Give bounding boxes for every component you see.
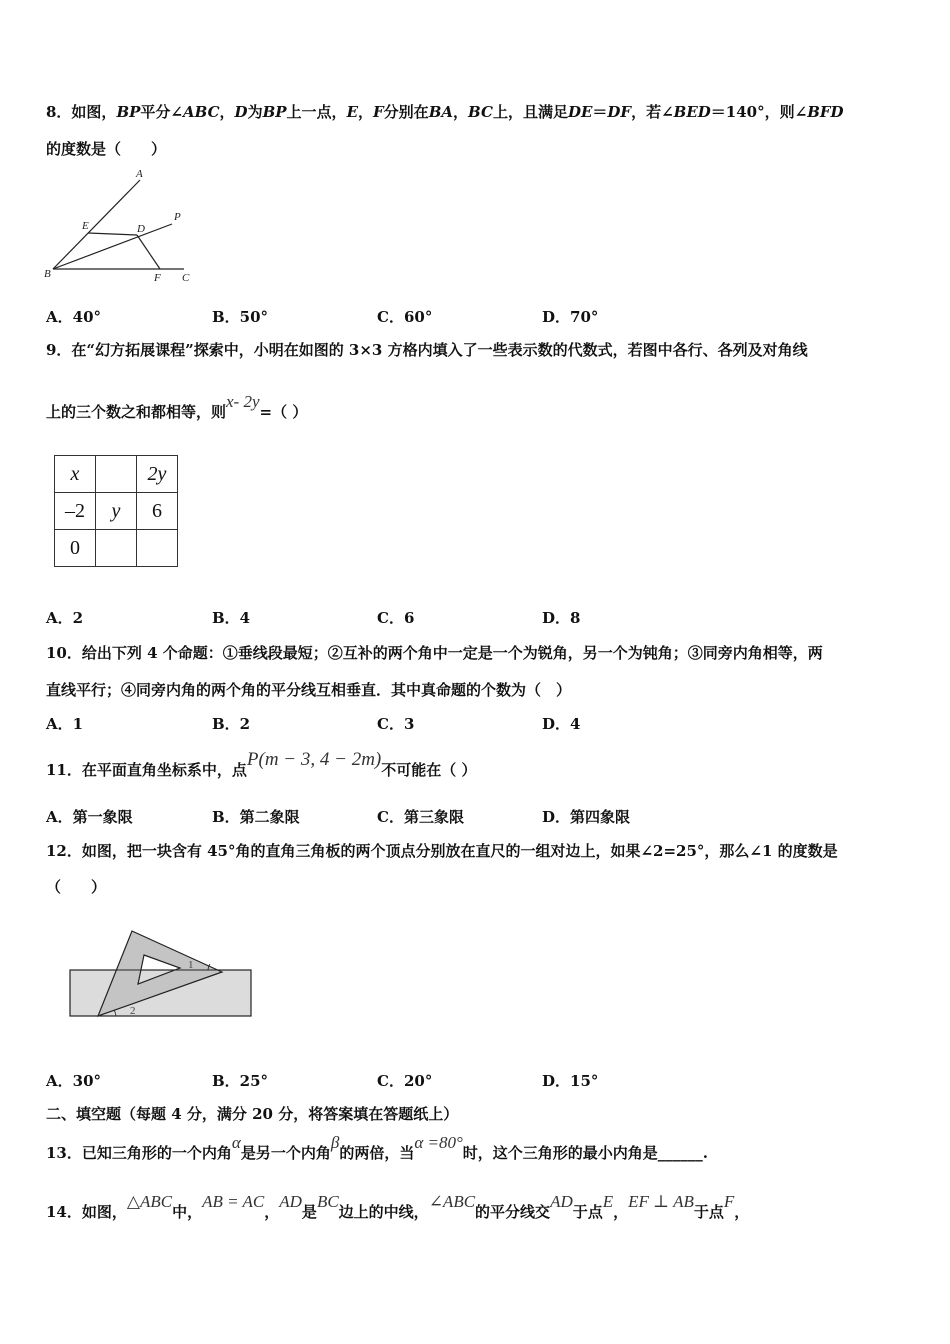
q12-angle-2-label: 2 xyxy=(130,1005,136,1017)
q8-option-c: C．60° xyxy=(377,308,433,326)
q13-line: 13．已知三角形的一个内角α是另一个内角β的两倍，当α =80°时，这个三角形的最小内角是______. xyxy=(46,1133,709,1162)
q8-label-c: C xyxy=(182,272,190,284)
section-heading-fill-in: 二、填空题（每题 4 分，满分 20 分，将答案填在答题纸上） xyxy=(46,1105,459,1123)
q8-option-d: D．70° xyxy=(542,308,599,326)
q8-option-b: B．50° xyxy=(212,308,269,326)
grid-cell: –2 xyxy=(55,493,96,530)
q11-line: 11．在平面直角坐标系中，点P(m − 3, 4 − 2m)不可能在（ ） xyxy=(46,749,477,779)
grid-cell: 2y xyxy=(137,456,178,493)
grid-row xyxy=(55,493,178,530)
q9-option-d: D．8 xyxy=(542,609,581,627)
q10-option-c: C．3 xyxy=(377,715,415,733)
q12-option-b: B．25° xyxy=(212,1072,269,1090)
grid-row xyxy=(55,456,178,493)
q10-option-d: D．4 xyxy=(542,715,581,733)
q9-option-c: C．6 xyxy=(377,609,415,627)
grid-cell: y xyxy=(96,493,137,530)
q10-option-b: B．2 xyxy=(212,715,251,733)
q8-label-e: E xyxy=(82,220,89,232)
q8-option-a: A．40° xyxy=(46,308,102,326)
q11-point: P(m − 3, 4 − 2m) xyxy=(246,749,382,770)
q13-answer-blank[interactable]: ______ xyxy=(657,1144,703,1162)
q9-expression: x- 2y xyxy=(226,392,260,411)
q11-option-a: A．第一象限 xyxy=(46,808,133,826)
grid-cell xyxy=(96,456,137,493)
q12-option-a: A．30° xyxy=(46,1072,102,1090)
q12-option-d: D．15° xyxy=(542,1072,599,1090)
q11-option-c: C．第三象限 xyxy=(377,808,464,826)
q10-line1: 10．给出下列 4 个命题：①垂线段最短；②互补的两个角中一定是一个为锐角，另一个为钝角；③同旁内角相等，两 xyxy=(46,644,823,662)
grid-cell: x xyxy=(55,456,96,493)
magic-square-grid xyxy=(54,455,178,567)
q9-option-b: B．4 xyxy=(212,609,251,627)
grid-row xyxy=(55,530,178,567)
q9-line2: 上的三个数之和都相等，则x- 2y=（ ） xyxy=(46,392,308,421)
q10-line2: 直线平行；④同旁内角的两个角的平分线互相垂直．其中真命题的个数为（ ） xyxy=(46,681,572,699)
grid-cell xyxy=(96,530,137,567)
q8-label-p: P xyxy=(174,211,181,223)
q9-option-a: A．2 xyxy=(46,609,84,627)
q11-option-d: D．第四象限 xyxy=(542,808,631,826)
q8-label-d: D xyxy=(137,223,145,235)
q8-figure xyxy=(40,168,210,290)
q8-label-f: F xyxy=(154,272,161,284)
grid-cell: 0 xyxy=(55,530,96,567)
q12-angle-1-label: 1 xyxy=(188,959,194,971)
q8-label-a: A xyxy=(136,168,143,180)
q11-option-b: B．第二象限 xyxy=(212,808,300,826)
q14-line: 14．如图，△ABC中，AB = AC，AD是BC边上的中线，∠ABC的平分线交AD于点E，EF ⊥ AB于点F， xyxy=(46,1192,750,1221)
q12-option-c: C．20° xyxy=(377,1072,433,1090)
q8-line2: 的度数是（ ） xyxy=(46,140,167,158)
q12-line2: （ ） xyxy=(46,878,107,896)
grid-cell xyxy=(137,530,178,567)
q10-option-a: A．1 xyxy=(46,715,84,733)
q12-figure xyxy=(68,928,254,1020)
grid-cell: 6 xyxy=(137,493,178,530)
q8-label-b: B xyxy=(44,268,51,280)
q12-line1: 12．如图，把一块含有 45°角的直角三角板的两个顶点分别放在直尺的一组对边上，如果∠2=25°，那么∠1 的度数是 xyxy=(46,842,838,860)
q8-line1: 8．如图，BP平分∠ABC，D为BP上一点，E，F分别在BA，BC上，且满足DE＝DF，若∠BED＝140°，则∠BFD xyxy=(46,103,844,121)
q9-line1: 9．在“幻方拓展课程”探索中，小明在如图的 3×3 方格内填入了一些表示数的代数式，若图中各行、各列及对角线 xyxy=(46,341,808,359)
